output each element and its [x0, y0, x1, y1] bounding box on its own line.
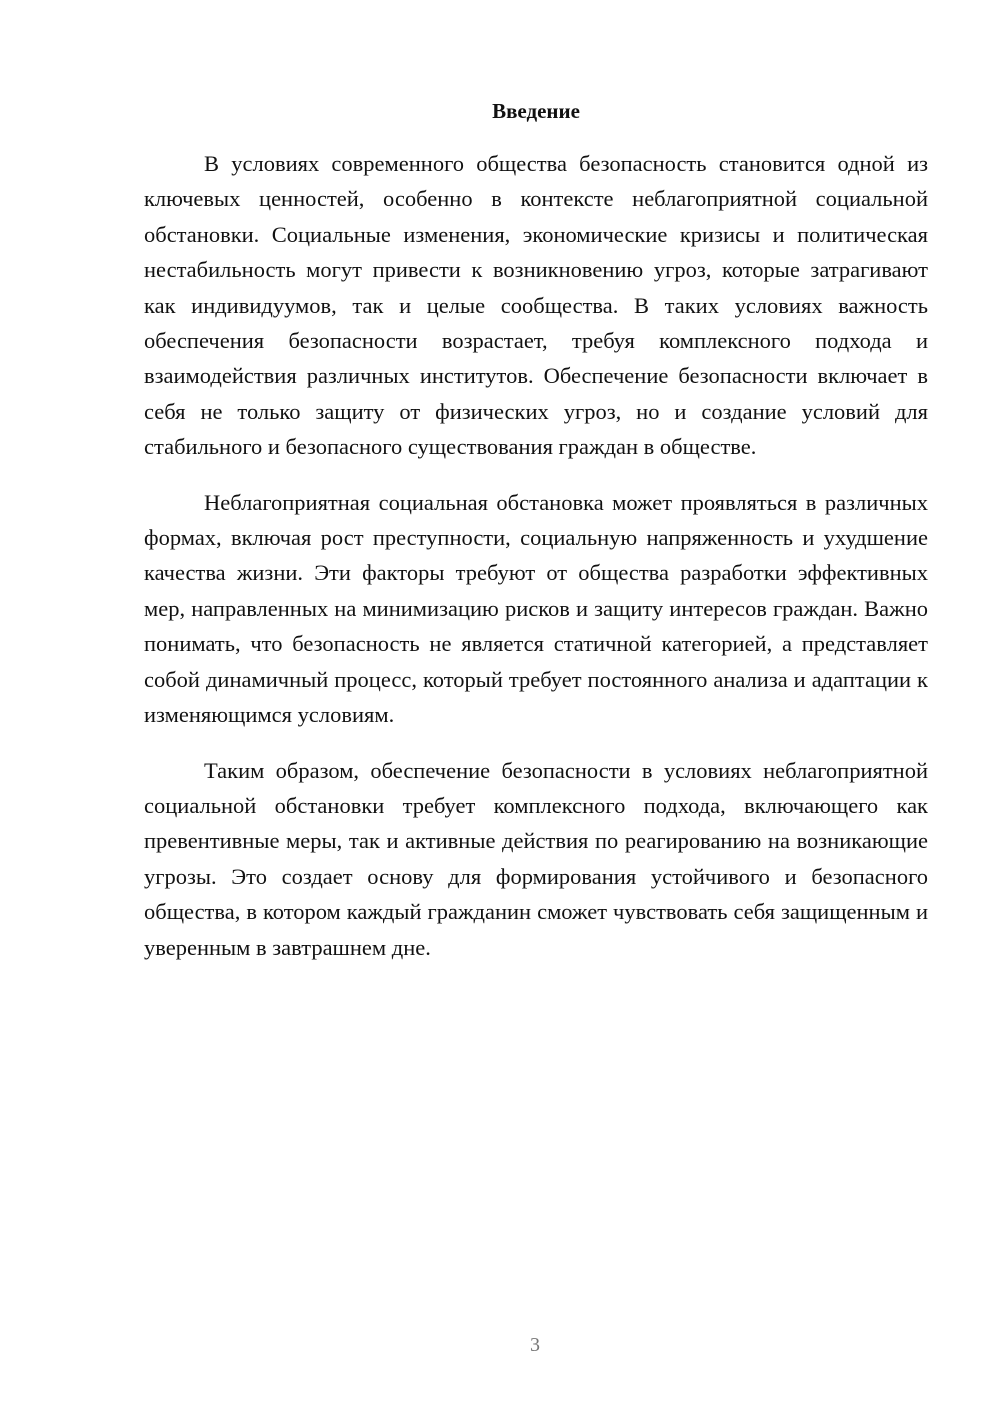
section-title: Введение — [492, 99, 580, 123]
paragraph-2: Неблагоприятная социальная обстановка может проявляться в различных формах, включая рост преступности, социальную напряженность и ухудшение качества жизни. Эти факторы требуют от общества разработки эффективных мер, направленных на минимизацию рисков и защиту интересов граждан. Важно понимать, что безопасность не является статичной категорией, а представляет собой динамичный процесс, который требует постоянного анализа и адаптации к изменяющимся условиям. — [144, 489, 928, 728]
page-number: 3 — [530, 1334, 540, 1356]
paragraph-1: В условиях современного общества безопасность становится одной из ключевых ценностей, особенно в контексте неблагоприятной социальной обстановки. Социальные изменения, экономические кризисы и политическая нестабильность могут привести к возникновению угроз, которые затрагивают как индивидуумов, так и целые сообщества. В таких условиях важность обеспечения безопасности возрастает, требуя комплексного подхода и взаимодействия различных институтов. Обеспечение безопасности включает в себя не только защиту от физических угроз, но и создание условий для стабильного и безопасного существования граждан в обществе. — [144, 151, 928, 460]
page-content — [144, 96, 928, 985]
paragraph-3: Таким образом, обеспечение безопасности в условиях неблагоприятной социальной обстановки требует комплексного подхода, включающего как превентивные меры, так и активные действия по реагированию на возникающие угрозы. Это создает основу для формирования устойчивого и безопасного общества, в котором каждый гражданин сможет чувствовать себя защищенным и уверенным в завтрашнем дне. — [144, 757, 928, 960]
